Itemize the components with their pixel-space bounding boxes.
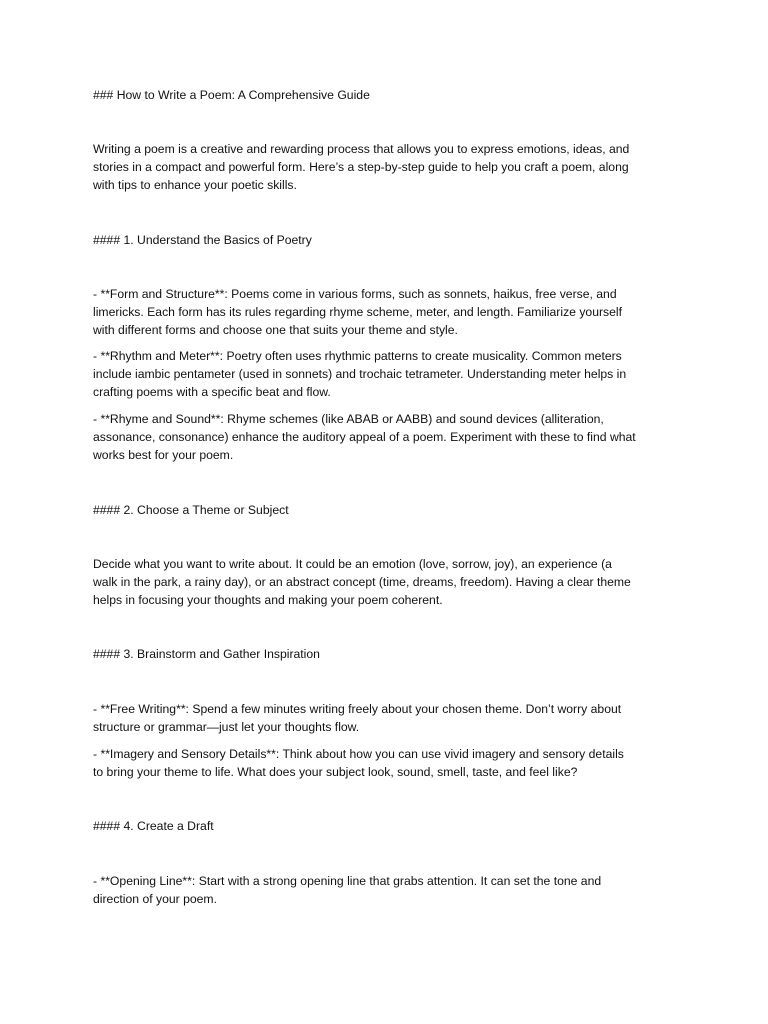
- intro-line-1: Writing a poem is a creative and rewarding process that allows you to express emotions, ideas, and: [93, 142, 630, 156]
- section-2-heading: #### 2. Choose a Theme or Subject: [93, 503, 289, 517]
- document-title: ### How to Write a Poem: A Comprehensive Guide: [93, 88, 370, 102]
- section-2-paragraph-line-1: Decide what you want to write about. It could be an emotion (love, sorrow, joy), an experience (a: [93, 557, 612, 571]
- section-3-item-2-line-1: - **Imagery and Sensory Details**: Think about how you can use vivid imagery and sensory details: [93, 747, 624, 761]
- section-4-heading: #### 4. Create a Draft: [93, 819, 214, 833]
- section-2-paragraph-line-3: helps in focusing your thoughts and making your poem coherent.: [93, 593, 443, 607]
- section-1-heading: #### 1. Understand the Basics of Poetry: [93, 233, 312, 247]
- section-1-item-3-line-3: works best for your poem.: [93, 448, 234, 462]
- section-3-item-2-line-2: to bring your theme to life. What does your subject look, sound, smell, taste, and feel like?: [93, 765, 578, 779]
- section-3-item-1-line-1: - **Free Writing**: Spend a few minutes writing freely about your chosen theme. Don’t worry about: [93, 702, 622, 716]
- section-1-item-3-line-1: - **Rhyme and Sound**: Rhyme schemes (like ABAB or AABB) and sound devices (alliteration,: [93, 412, 604, 426]
- section-1-item-2-line-1: - **Rhythm and Meter**: Poetry often uses rhythmic patterns to create musicality. Common meters: [93, 349, 622, 363]
- section-4-item-1-line-2: direction of your poem.: [93, 892, 217, 906]
- section-1-item-1-line-3: with different forms and choose one that suits your theme and style.: [93, 323, 458, 337]
- section-1-item-3-line-2: assonance, consonance) enhance the auditory appeal of a poem. Experiment with these to find what: [93, 430, 636, 444]
- section-1-item-1-line-2: limericks. Each form has its rules regarding rhyme scheme, meter, and length. Familiarize yourself: [93, 305, 623, 319]
- section-4-item-1-line-1: - **Opening Line**: Start with a strong opening line that grabs attention. It can set the tone and: [93, 874, 602, 888]
- section-3-item-1-line-2: structure or grammar—just let your thoughts flow.: [93, 720, 360, 734]
- section-1-item-1-line-1: - **Form and Structure**: Poems come in various forms, such as sonnets, haikus, free verse, and: [93, 287, 617, 301]
- section-1-item-2-line-3: crafting poems with a specific beat and flow.: [93, 385, 331, 399]
- intro-line-3: with tips to enhance your poetic skills.: [93, 178, 297, 192]
- section-2-paragraph-line-2: walk in the park, a rainy day), or an abstract concept (time, dreams, freedom). Having a clear theme: [93, 575, 631, 589]
- section-3-heading: #### 3. Brainstorm and Gather Inspiration: [93, 647, 320, 661]
- section-1-item-2-line-2: include iambic pentameter (used in sonnets) and trochaic tetrameter. Understanding meter helps in: [93, 367, 627, 381]
- intro-line-2: stories in a compact and powerful form. Here’s a step-by-step guide to help you craft a poem, along: [93, 160, 629, 174]
